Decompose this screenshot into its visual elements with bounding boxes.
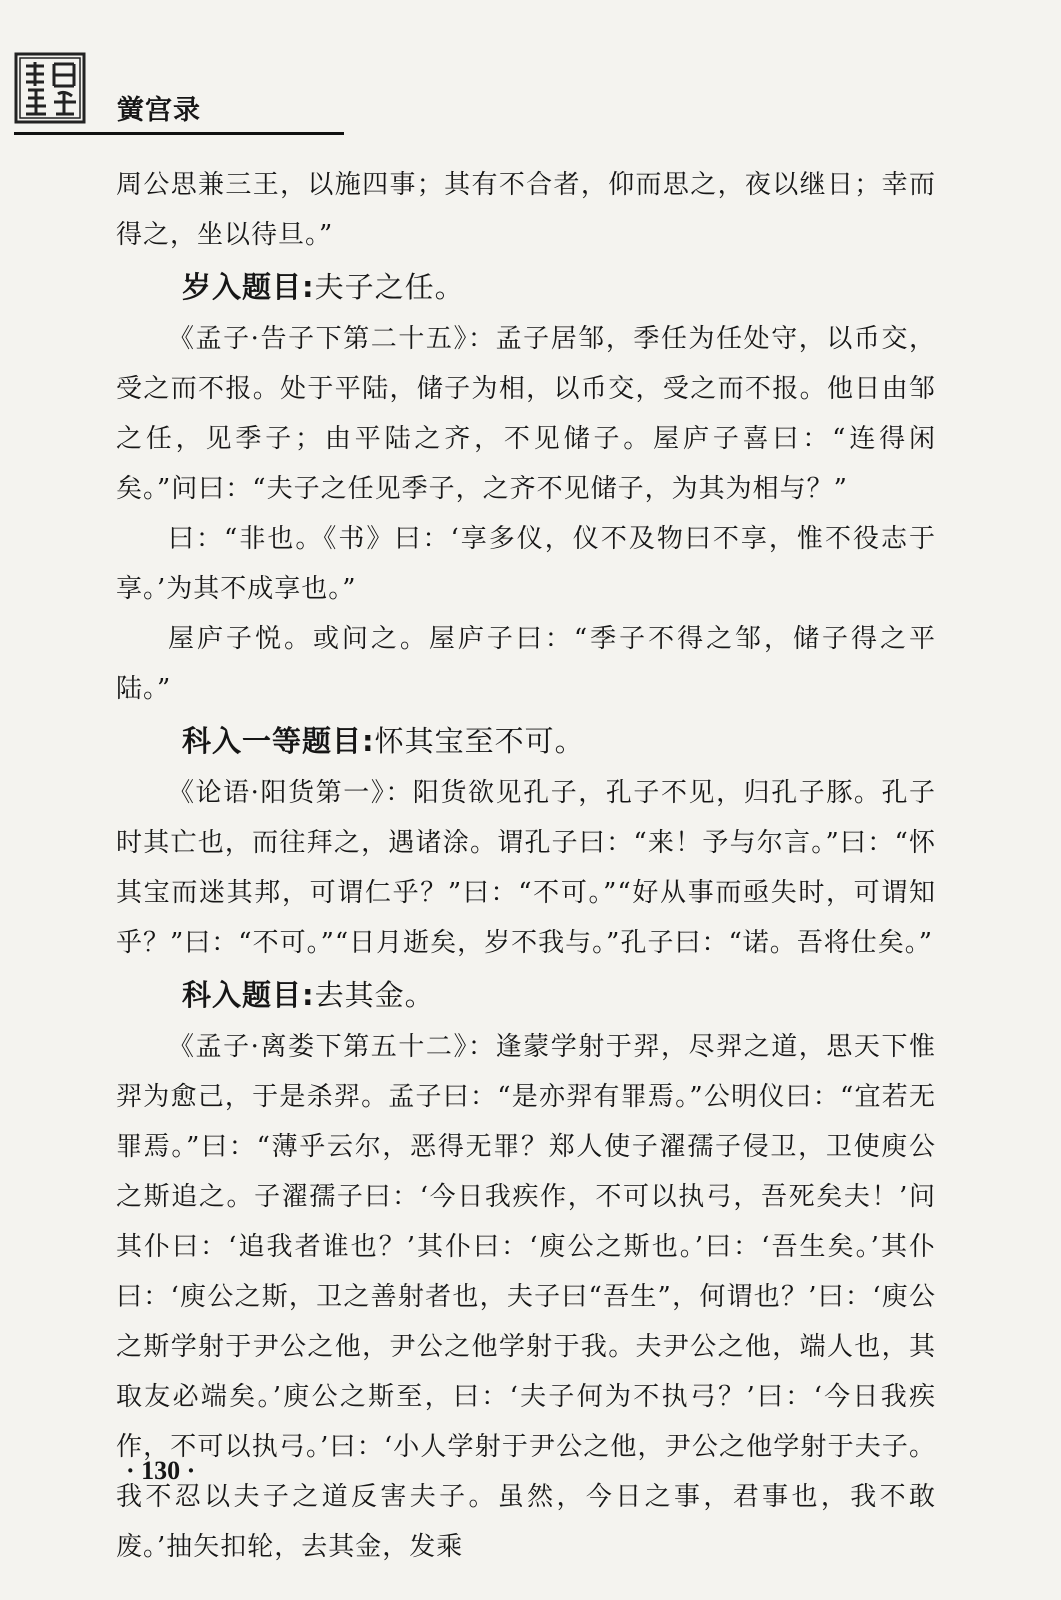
paragraph: 《论语·阳货第一》：阳货欲见孔子，孔子不见，归孔子豚。孔子时其亡也，而往拜之，遇诸涂。谓孔子曰：“来！予与尔言。”曰：“怀其宝而迷其邦，可谓仁乎？”曰：“不可。”“好从事而亟失时，可谓知乎？”曰：“不可。”“日月逝矣，岁不我与。”孔子曰：“诺。吾将仕矣。”: [116, 778, 936, 958]
page-body: [116, 160, 936, 1572]
paragraph-continued: 周公思兼三王，以施四事；其有不合者，仰而思之，夜以继日；幸而得之，坐以待旦。”: [116, 170, 936, 250]
section-heading-2: 科入一等题目:怀其宝至不可。: [182, 724, 585, 758]
section-heading-3: 科入题目:去其金。: [182, 978, 435, 1012]
header-rule: [14, 132, 344, 135]
running-title: 黉宫录: [117, 95, 201, 126]
heading-title: 怀其宝至不可。: [374, 724, 585, 758]
heading-label: 岁入题目: [182, 270, 303, 304]
paragraph: 《孟子·告子下第二十五》：孟子居邹，季任为任处守，以币交，受之而不报。处于平陆，储子为相，以币交，受之而不报。他日由邹之任，见季子；由平陆之齐，不见储子。屋庐子喜曰：“连得闲矣。”问曰：“夫子之任见季子，之齐不见储子，为其为相与？”: [116, 324, 936, 504]
heading-title: 去其金。: [314, 978, 435, 1012]
paragraph: 曰：“非也。《书》曰：‘享多仪，仪不及物曰不享，惟不役志于享。’为其不成享也。”: [116, 524, 936, 604]
section-heading-1: 岁入题目:夫子之任。: [182, 270, 465, 304]
heading-title: 夫子之任。: [314, 270, 465, 304]
heading-label: 科入题目: [182, 978, 303, 1012]
paragraph: 《孟子·离娄下第五十二》：逢蒙学射于羿，尽羿之道，思天下惟羿为愈己，于是杀羿。孟子曰：“是亦羿有罪焉。”公明仪曰：“宜若无罪焉。”曰：“薄乎云尔，恶得无罪？郑人使子濯孺子侵卫，卫使庾公之斯追之。子濯孺子曰：‘今日我疾作，不可以执弓，吾死矣夫！’问其仆曰：‘追我者谁也？’其仆曰：‘庾公之斯也。’曰：‘吾生矣。’其仆曰：‘庾公之斯，卫之善射者也，夫子曰“吾生”，何谓也？’曰：‘庾公之斯学射于尹公之他，尹公之他学射于我。夫尹公之他，端人也，其取友必端矣。’庾公之斯至，曰：‘夫子何为不执弓？’曰：‘今日我疾作，不可以执弓。’曰：‘小人学射于尹公之他，尹公之他学射于夫子。我不忍以夫子之道反害夫子。虽然，今日之事，君事也，我不敢废。’抽矢扣轮，去其金，发乘: [116, 1032, 936, 1562]
series-seal-logo: [14, 52, 86, 124]
paragraph: 屋庐子悦。或问之。屋庐子曰：“季子不得之邹，储子得之平陆。”: [116, 624, 936, 704]
heading-label: 科入一等题目: [182, 724, 363, 758]
page-number: · 130 ·: [126, 1456, 196, 1485]
